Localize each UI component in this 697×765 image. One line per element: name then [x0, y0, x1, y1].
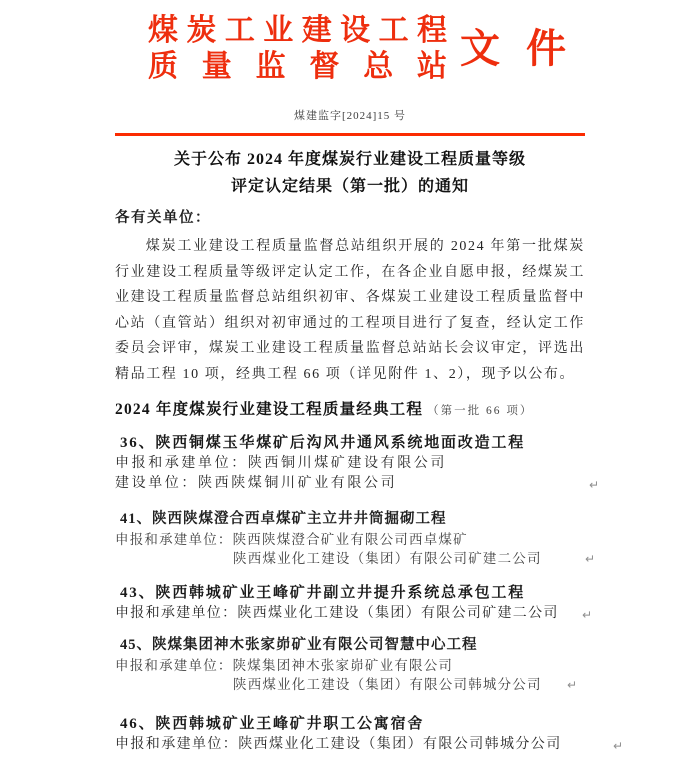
document-title — [115, 146, 585, 200]
project-item-45 — [115, 635, 585, 694]
project-item-36 — [115, 432, 600, 494]
section-heading-count: （第一批 66 项） — [427, 405, 534, 417]
project-unit-line: 申报和承建单位：陕西煤业化工建设（集团）有限公司矿建二公司 — [115, 606, 559, 621]
project-item-41 — [115, 509, 596, 568]
project-item-46 — [115, 713, 624, 755]
document-title-line2: 评定认定结果（第一批）的通知 — [230, 178, 469, 195]
project-title: 45、陕煤集团神木张家峁矿业有限公司智慧中心工程 — [120, 637, 478, 653]
project-unit-line: 申报和承建单位：陕西铜川煤矿建设有限公司 — [115, 456, 447, 471]
project-title: 46、陕西韩城矿业王峰矿井职工公寓宿舍 — [120, 716, 425, 732]
letterhead — [115, 0, 585, 85]
return-mark-icon: ↵ — [613, 739, 624, 753]
document-title-line1: 关于公布 2024 年度煤炭行业建设工程质量等级 — [173, 151, 526, 168]
project-unit-line: 申报和承建单位：陕煤集团神木张家峁矿业有限公司 — [115, 658, 454, 673]
org-name-line1: 煤炭工业建设工程 — [148, 14, 447, 47]
return-mark-icon: ↵ — [567, 678, 578, 692]
project-unit-line: 陕西煤业化工建设（集团）有限公司矿建二公司 — [233, 551, 542, 566]
salutation: 各有关单位： — [115, 210, 211, 226]
document-number: 煤建监字[2024]15 号 — [293, 110, 407, 122]
section-heading — [115, 399, 585, 422]
return-mark-icon: ↵ — [585, 552, 596, 566]
red-divider-rule — [115, 133, 585, 136]
project-title: 43、陕西韩城矿业王峰矿井副立井提升系统总承包工程 — [120, 585, 526, 601]
project-unit-line: 陕西煤业化工建设（集团）有限公司韩城分公司 — [233, 677, 542, 692]
body-paragraph: 煤炭工业建设工程质量监督总站组织开展的 2024 年第一批煤炭行业建设工程质量等级评定认定工作，在各企业自愿申报，经煤炭工业建设工程质量监督总站组织初审、各煤炭工业建设工程质量监督中心站（直管站）组织对初审通过的工程项目进行了复查，经认定工作委员会评审，煤炭工业建设工程质量监督总站站长会议审定，评选出精品工程 10 项，经典工程 66 项（详见附件 1、2），现予以公布。 — [115, 239, 585, 382]
project-unit-line: 建设单位：陕西陕煤铜川矿业有限公司 — [115, 476, 398, 491]
return-mark-icon: ↵ — [589, 478, 600, 492]
org-name — [148, 13, 447, 85]
document-content — [115, 0, 624, 755]
org-name-line2: 质 量 监 督 总 站 — [148, 50, 447, 83]
project-item-43 — [115, 582, 593, 624]
project-unit-line: 申报和承建单位：陕西煤业化工建设（集团）有限公司韩城分公司 — [115, 737, 562, 752]
letterhead-document-word: 文 件 — [460, 26, 574, 71]
project-title: 41、陕西陕煤澄合西卓煤矿主立井井筒掘砌工程 — [120, 511, 447, 527]
project-unit-line: 申报和承建单位：陕西陕煤澄合矿业有限公司西卓煤矿 — [115, 532, 468, 547]
section-heading-text: 2024 年度煤炭行业建设工程质量经典工程 — [115, 401, 424, 418]
project-title: 36、陕西铜煤玉华煤矿后沟风井通风系统地面改造工程 — [120, 435, 526, 451]
return-mark-icon: ↵ — [582, 608, 593, 622]
